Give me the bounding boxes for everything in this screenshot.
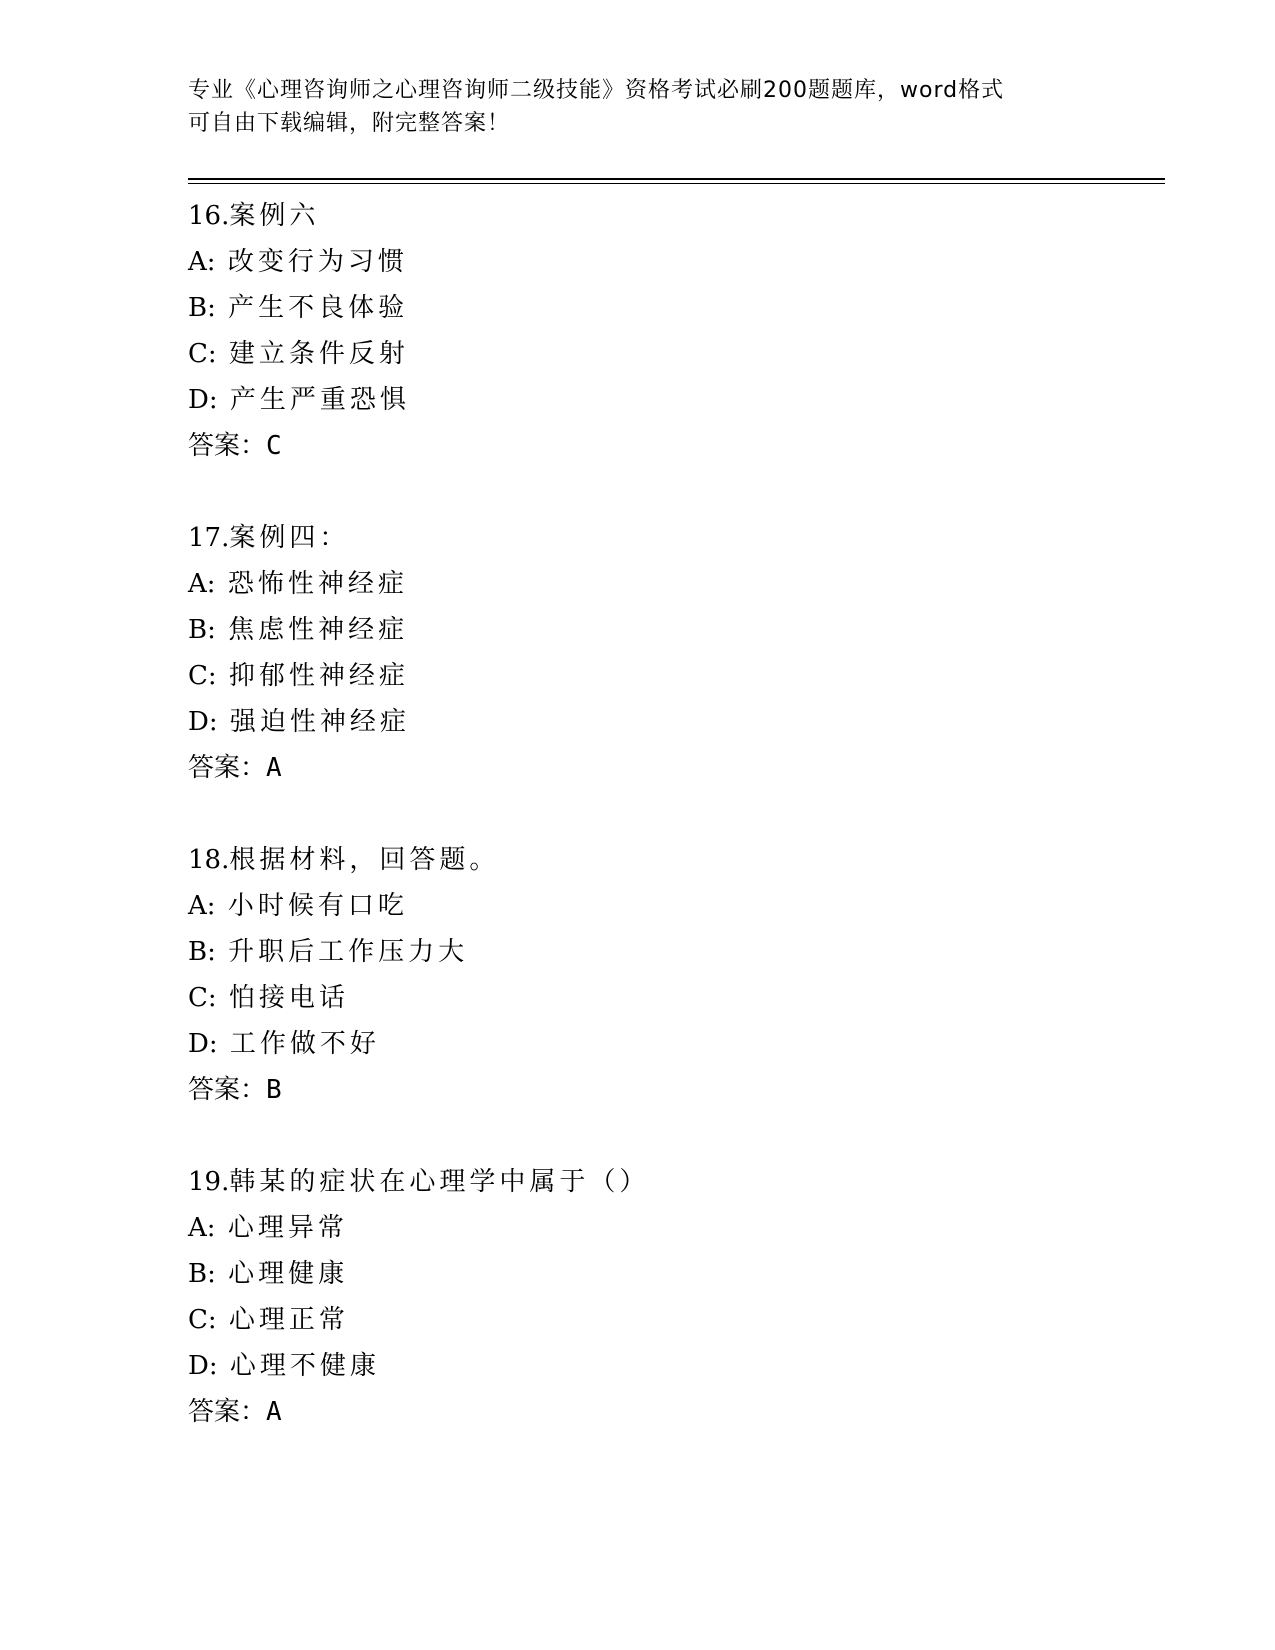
option-letter: B: (188, 1259, 216, 1289)
answer-value: C (266, 431, 282, 461)
question-16 (188, 193, 1165, 469)
answer-line (188, 423, 1165, 469)
question-text: 韩某的症状在心理学中属于（） (229, 1167, 650, 1197)
option-text: 建立条件反射 (228, 339, 409, 369)
option-d (188, 1021, 1165, 1067)
option-letter: A: (188, 247, 216, 277)
question-stem (188, 1159, 1165, 1205)
option-text: 心理正常 (228, 1305, 349, 1335)
option-text: 抑郁性神经症 (228, 661, 409, 691)
option-letter: D: (188, 1029, 218, 1059)
option-text: 焦虑性神经症 (228, 615, 409, 645)
answer-value: A (266, 753, 282, 783)
option-b (188, 607, 1165, 653)
question-number: 18. (188, 845, 230, 875)
question-number: 17. (188, 523, 230, 553)
question-18 (188, 837, 1165, 1113)
option-text: 小时候有口吃 (227, 891, 408, 921)
option-d (188, 1343, 1165, 1389)
option-letter: D: (188, 385, 218, 415)
answer-label: 答案： (188, 753, 267, 783)
header-line-1: 专业《心理咨询师之心理咨询师二级技能》资格考试必刷200题题库，word格式 (188, 78, 1005, 103)
question-list (188, 193, 1165, 1481)
question-number: 19. (188, 1167, 230, 1197)
answer-line (188, 1389, 1165, 1435)
answer-line (188, 745, 1165, 791)
answer-value: B (266, 1075, 282, 1105)
option-b (188, 929, 1165, 975)
question-stem (188, 837, 1165, 883)
option-b (188, 285, 1165, 331)
question-text: 根据材料，回答题。 (229, 845, 500, 875)
option-text: 怕接电话 (228, 983, 349, 1013)
question-text: 案例六 (229, 201, 320, 231)
option-letter: D: (188, 707, 218, 737)
question-stem (188, 193, 1165, 239)
answer-label: 答案： (188, 1397, 267, 1427)
option-letter: A: (188, 569, 216, 599)
option-letter: C: (188, 1305, 217, 1335)
header-divider-thin (188, 183, 1165, 184)
option-text: 升职后工作压力大 (228, 937, 469, 967)
question-text: 案例四： (229, 523, 350, 553)
header-line-2: 可自由下载编辑，附完整答案！ (188, 111, 511, 136)
option-c (188, 331, 1165, 377)
option-d (188, 377, 1165, 423)
option-letter: C: (188, 983, 217, 1013)
option-letter: A: (188, 1213, 216, 1243)
option-text: 心理不健康 (229, 1351, 380, 1381)
option-text: 心理健康 (228, 1259, 349, 1289)
option-a (188, 561, 1165, 607)
question-17 (188, 515, 1165, 791)
option-a (188, 883, 1165, 929)
option-text: 恐怖性神经症 (227, 569, 408, 599)
option-letter: D: (188, 1351, 218, 1381)
answer-label: 答案： (188, 431, 267, 461)
question-stem (188, 515, 1165, 561)
option-letter: A: (188, 891, 216, 921)
question-19 (188, 1159, 1165, 1435)
option-letter: B: (188, 937, 216, 967)
option-text: 改变行为习惯 (227, 247, 408, 277)
header-divider-thick (188, 178, 1165, 180)
option-c (188, 1297, 1165, 1343)
option-text: 强迫性神经症 (229, 707, 410, 737)
answer-value: A (266, 1397, 282, 1427)
option-text: 工作做不好 (229, 1029, 380, 1059)
option-c (188, 975, 1165, 1021)
option-text: 产生严重恐惧 (229, 385, 410, 415)
option-c (188, 653, 1165, 699)
option-text: 心理异常 (227, 1213, 348, 1243)
answer-label: 答案： (188, 1075, 267, 1105)
answer-line (188, 1067, 1165, 1113)
document-header (188, 74, 1088, 140)
option-b (188, 1251, 1165, 1297)
option-a (188, 239, 1165, 285)
question-number: 16. (188, 201, 230, 231)
option-letter: C: (188, 339, 217, 369)
option-letter: B: (188, 615, 216, 645)
option-text: 产生不良体验 (228, 293, 409, 323)
option-letter: B: (188, 293, 216, 323)
option-d (188, 699, 1165, 745)
option-letter: C: (188, 661, 217, 691)
option-a (188, 1205, 1165, 1251)
